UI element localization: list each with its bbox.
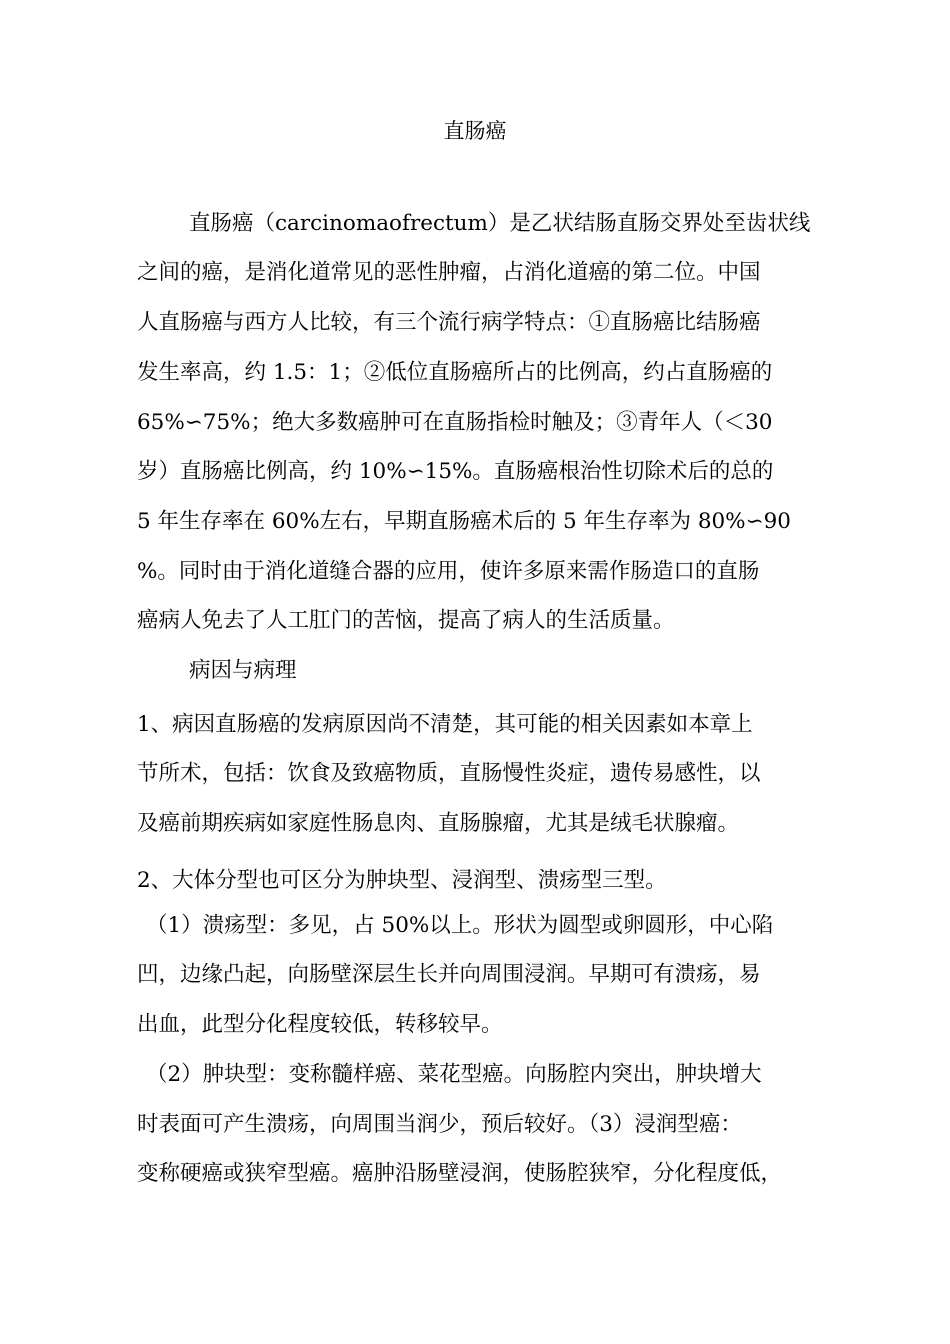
paragraph-line: 直肠癌（carcinomaofrectum）是乙状结肠直肠交界处至齿状线 [189, 211, 811, 236]
paragraph-line: 及癌前期疾病如家庭性肠息肉、直肠腺瘤，尤其是绒毛状腺瘤。 [137, 811, 740, 836]
paragraph-line: 1、病因直肠癌的发病原因尚不清楚，其可能的相关因素如本章上 [137, 712, 753, 737]
paragraph-line: 人直肠癌与西方人比较，有三个流行病学特点：①直肠癌比结肠癌 [137, 310, 761, 335]
paragraph-line: 癌病人免去了人工肛门的苦恼，提高了病人的生活质量。 [137, 608, 675, 633]
paragraph-line: 2、大体分型也可区分为肿块型、浸润型、溃疡型三型。 [137, 868, 667, 893]
paragraph-line: 变称硬癌或狭窄型癌。癌肿沿肠壁浸润，使肠腔狭窄，分化程度低， [137, 1161, 783, 1186]
paragraph-line: （2）肿块型：变称髓样癌、菜花型癌。向肠腔内突出，肿块增大 [146, 1062, 762, 1087]
document-title: 直肠癌 [443, 119, 507, 143]
section-heading: 病因与病理 [189, 658, 297, 683]
paragraph-line: 凹，边缘凸起，向肠壁深层生长并向周围浸润。早期可有溃疡，易 [137, 962, 761, 987]
paragraph-line: 出血，此型分化程度较低，转移较早。 [137, 1012, 503, 1037]
paragraph-line: 5 年生存率在 60%左右，早期直肠癌术后的 5 年生存率为 80%∽90 [137, 509, 791, 534]
paragraph-line: 节所术，包括：饮食及致癌物质，直肠慢性炎症，遗传易感性，以 [137, 761, 761, 786]
paragraph-line: （1）溃疡型：多见，占 50%以上。形状为圆型或卵圆形，中心陷 [146, 913, 774, 938]
paragraph-line: 时表面可产生溃疡，向周围当润少，预后较好。（3）浸润型癌： [137, 1112, 742, 1137]
paragraph-line: 65%∽75%；绝大多数癌肿可在直肠指检时触及；③青年人（＜30 [137, 410, 773, 435]
paragraph-line: 发生率高，约 1.5：1；②低位直肠癌所占的比例高，约占直肠癌的 [137, 360, 773, 385]
paragraph-line: 之间的癌，是消化道常见的恶性肿瘤，占消化道癌的第二位。中国 [137, 260, 761, 285]
paragraph-line: %。同时由于消化道缝合器的应用，使许多原来需作肠造口的直肠 [137, 559, 760, 584]
paragraph-line: 岁）直肠癌比例高，约 10%∽15%。直肠癌根治性切除术后的总的 [137, 459, 774, 484]
